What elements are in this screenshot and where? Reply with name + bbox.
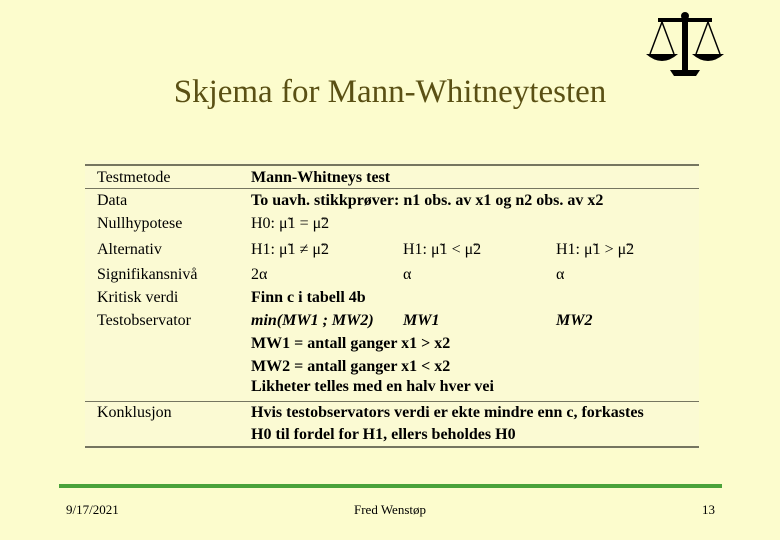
alternative-greater: H1: μ̃1 > μ̃2 bbox=[556, 241, 635, 258]
row-label-testobservator: Testobservator bbox=[97, 312, 191, 329]
row-label-data: Data bbox=[97, 192, 128, 209]
row-label-testmetode: Testmetode bbox=[97, 169, 171, 186]
conclusion-rule bbox=[85, 401, 699, 402]
test-statistic-greater: MW2 bbox=[556, 312, 593, 329]
alternative-less: H1: μ̃1 < μ̃2 bbox=[403, 241, 482, 258]
header-rule bbox=[85, 188, 699, 189]
null-hypothesis-value: H0: μ̃1 = μ̃2 bbox=[251, 215, 330, 232]
footer-date: 9/17/2021 bbox=[66, 502, 119, 517]
footer-page-number: 13 bbox=[702, 502, 715, 517]
scales-of-justice-icon bbox=[644, 10, 726, 76]
critical-value: Finn c i tabell 4b bbox=[251, 289, 366, 306]
footer-author: Fred Wenstøp bbox=[353, 502, 426, 517]
test-statistic-two-sided: min(MW1 ; MW2) bbox=[251, 312, 374, 329]
test-statistic-less: MW1 bbox=[403, 312, 440, 329]
significance-greater: α bbox=[556, 266, 565, 283]
ties-rule: Likheter telles med en halv hver vei bbox=[251, 378, 494, 395]
table-bottom-rule bbox=[85, 446, 699, 448]
row-label-nullhypotese: Nullhypotese bbox=[97, 215, 183, 232]
table-top-rule bbox=[85, 164, 699, 166]
significance-less: α bbox=[403, 266, 412, 283]
mann-whitney-table bbox=[85, 160, 699, 449]
row-label-signifikansniva: Signifikansnivå bbox=[97, 266, 198, 283]
mw1-definition: MW1 = antall ganger x1 > x2 bbox=[251, 335, 451, 352]
row-label-alternativ: Alternativ bbox=[97, 241, 162, 258]
conclusion-line-2: H0 til fordel for H1, ellers beholdes H0 bbox=[251, 426, 516, 443]
significance-two-sided: 2α bbox=[251, 266, 268, 283]
row-label-konklusjon: Konklusjon bbox=[97, 404, 172, 421]
header-value: Mann-Whitneys test bbox=[251, 169, 391, 186]
slide-title: Skjema for Mann-Whitneytesten bbox=[173, 74, 607, 110]
alternative-two-sided: H1: μ̃1 ≠ μ̃2 bbox=[251, 241, 329, 258]
conclusion-line-1: Hvis testobservators verdi er ekte mindre enn c, forkastes bbox=[251, 404, 644, 421]
mw2-definition: MW2 = antall ganger x1 < x2 bbox=[251, 358, 451, 375]
data-value: To uavh. stikkprøver: n1 obs. av x1 og n2 obs. av x2 bbox=[251, 192, 604, 209]
footer-divider bbox=[59, 484, 722, 488]
row-label-kritisk-verdi: Kritisk verdi bbox=[97, 289, 179, 306]
